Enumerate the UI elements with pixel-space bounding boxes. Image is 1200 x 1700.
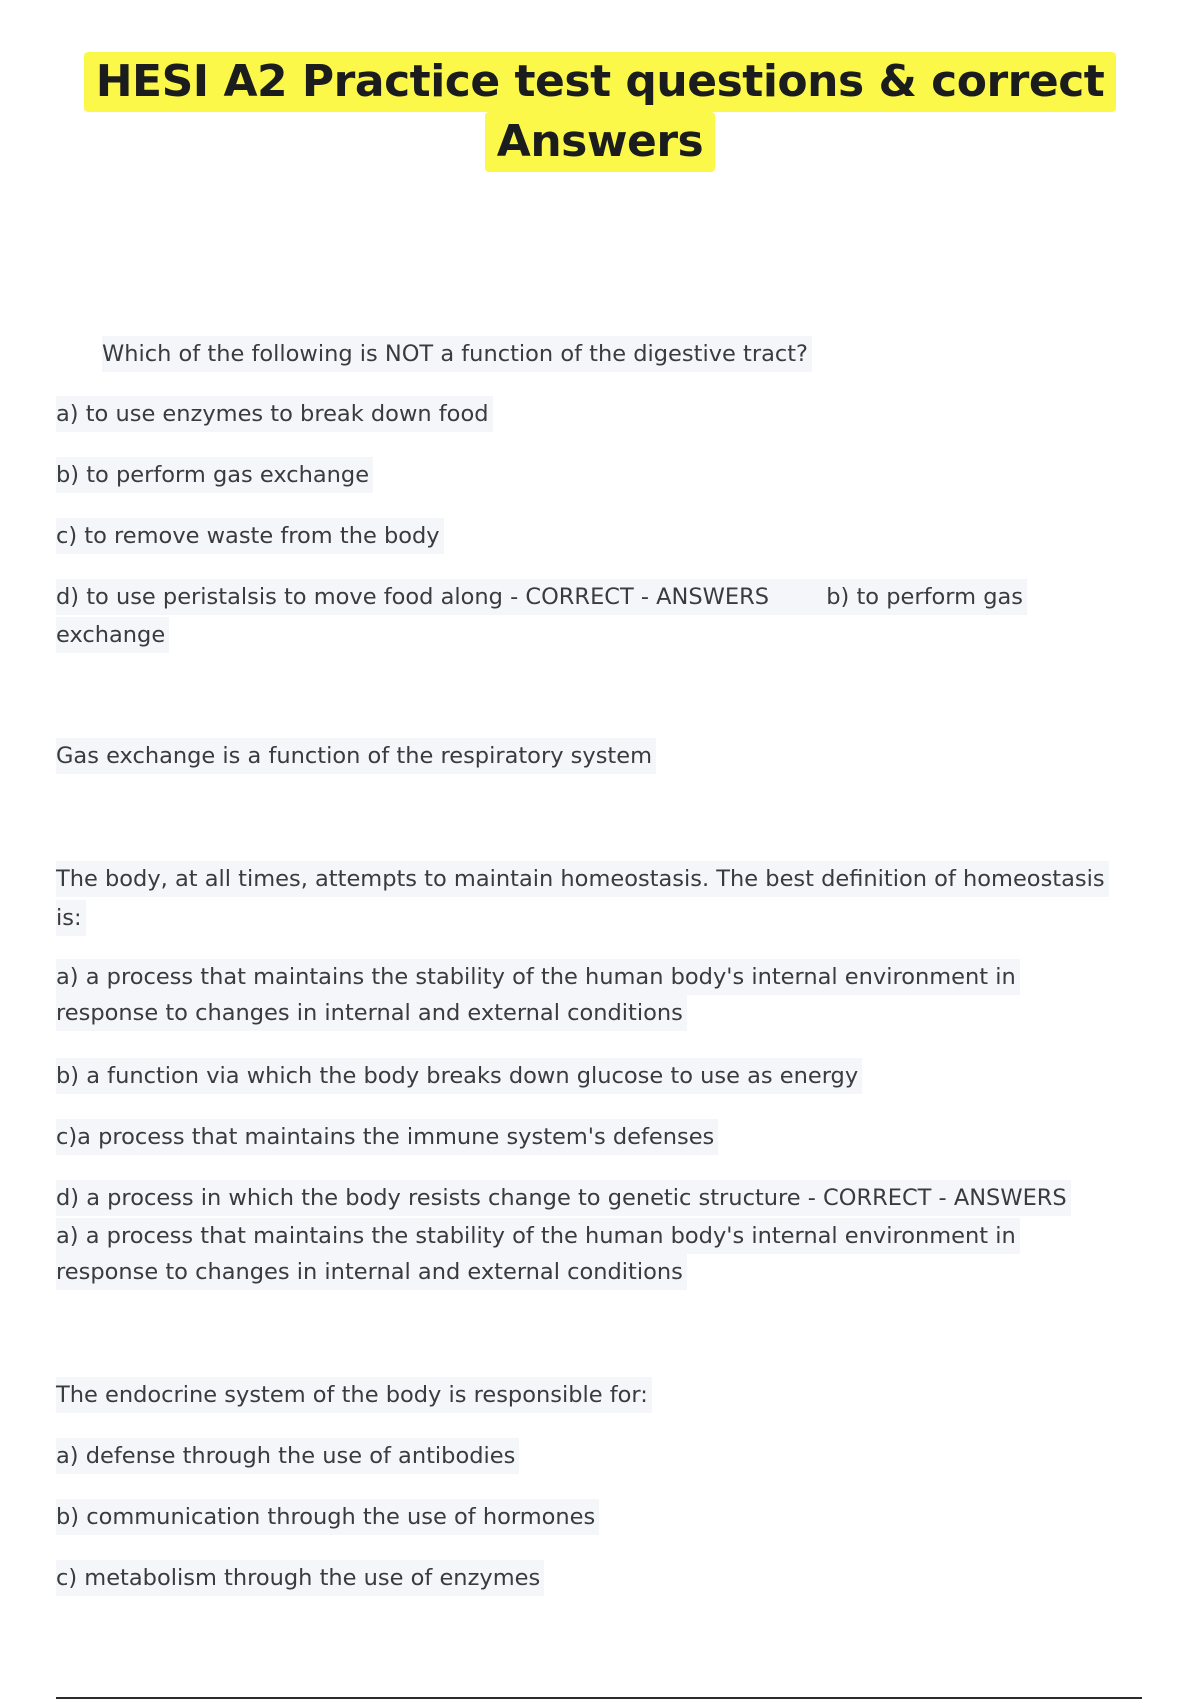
q2-question-continuation: is:	[56, 900, 86, 936]
q2-option-a-continuation: response to changes in internal and external conditions	[56, 995, 687, 1031]
q2-option-a: a) a process that maintains the stability of the human body's internal environment in	[56, 959, 1020, 995]
q1-option-d: d) to use peristalsis to move food along - CORRECT - ANSWERS b) to perform gas	[56, 579, 1027, 615]
q1-answer-continuation: exchange	[56, 617, 169, 653]
title-line-1: HESI A2 Practice test questions & correct	[84, 52, 1117, 112]
q2-answer-continuation: response to changes in internal and external conditions	[56, 1254, 687, 1290]
q2-option-c: c)a process that maintains the immune system's defenses	[56, 1119, 718, 1155]
q1-option-a: a) to use enzymes to break down food	[56, 396, 493, 432]
page-bottom-divider	[56, 1697, 1142, 1699]
q1-explanation: Gas exchange is a function of the respiratory system	[56, 738, 656, 774]
q3-option-c: c) metabolism through the use of enzymes	[56, 1560, 544, 1596]
q2-option-b: b) a function via which the body breaks down glucose to use as energy	[56, 1058, 862, 1094]
q1-option-b: b) to perform gas exchange	[56, 457, 373, 493]
q3-question: The endocrine system of the body is responsible for:	[56, 1377, 652, 1413]
title-line-2: Answers	[485, 112, 715, 172]
document-title	[0, 52, 1200, 172]
q3-option-a: a) defense through the use of antibodies	[56, 1438, 519, 1474]
q2-option-d: d) a process in which the body resists change to genetic structure - CORRECT - ANSWERS	[56, 1180, 1071, 1216]
q3-option-b: b) communication through the use of hormones	[56, 1499, 599, 1535]
q2-question: The body, at all times, attempts to maintain homeostasis. The best definition of homeostasis	[56, 861, 1109, 897]
q2-answer: a) a process that maintains the stability of the human body's internal environment in	[56, 1218, 1020, 1254]
q1-question: Which of the following is NOT a function of the digestive tract?	[102, 336, 812, 372]
q1-option-c: c) to remove waste from the body	[56, 518, 444, 554]
